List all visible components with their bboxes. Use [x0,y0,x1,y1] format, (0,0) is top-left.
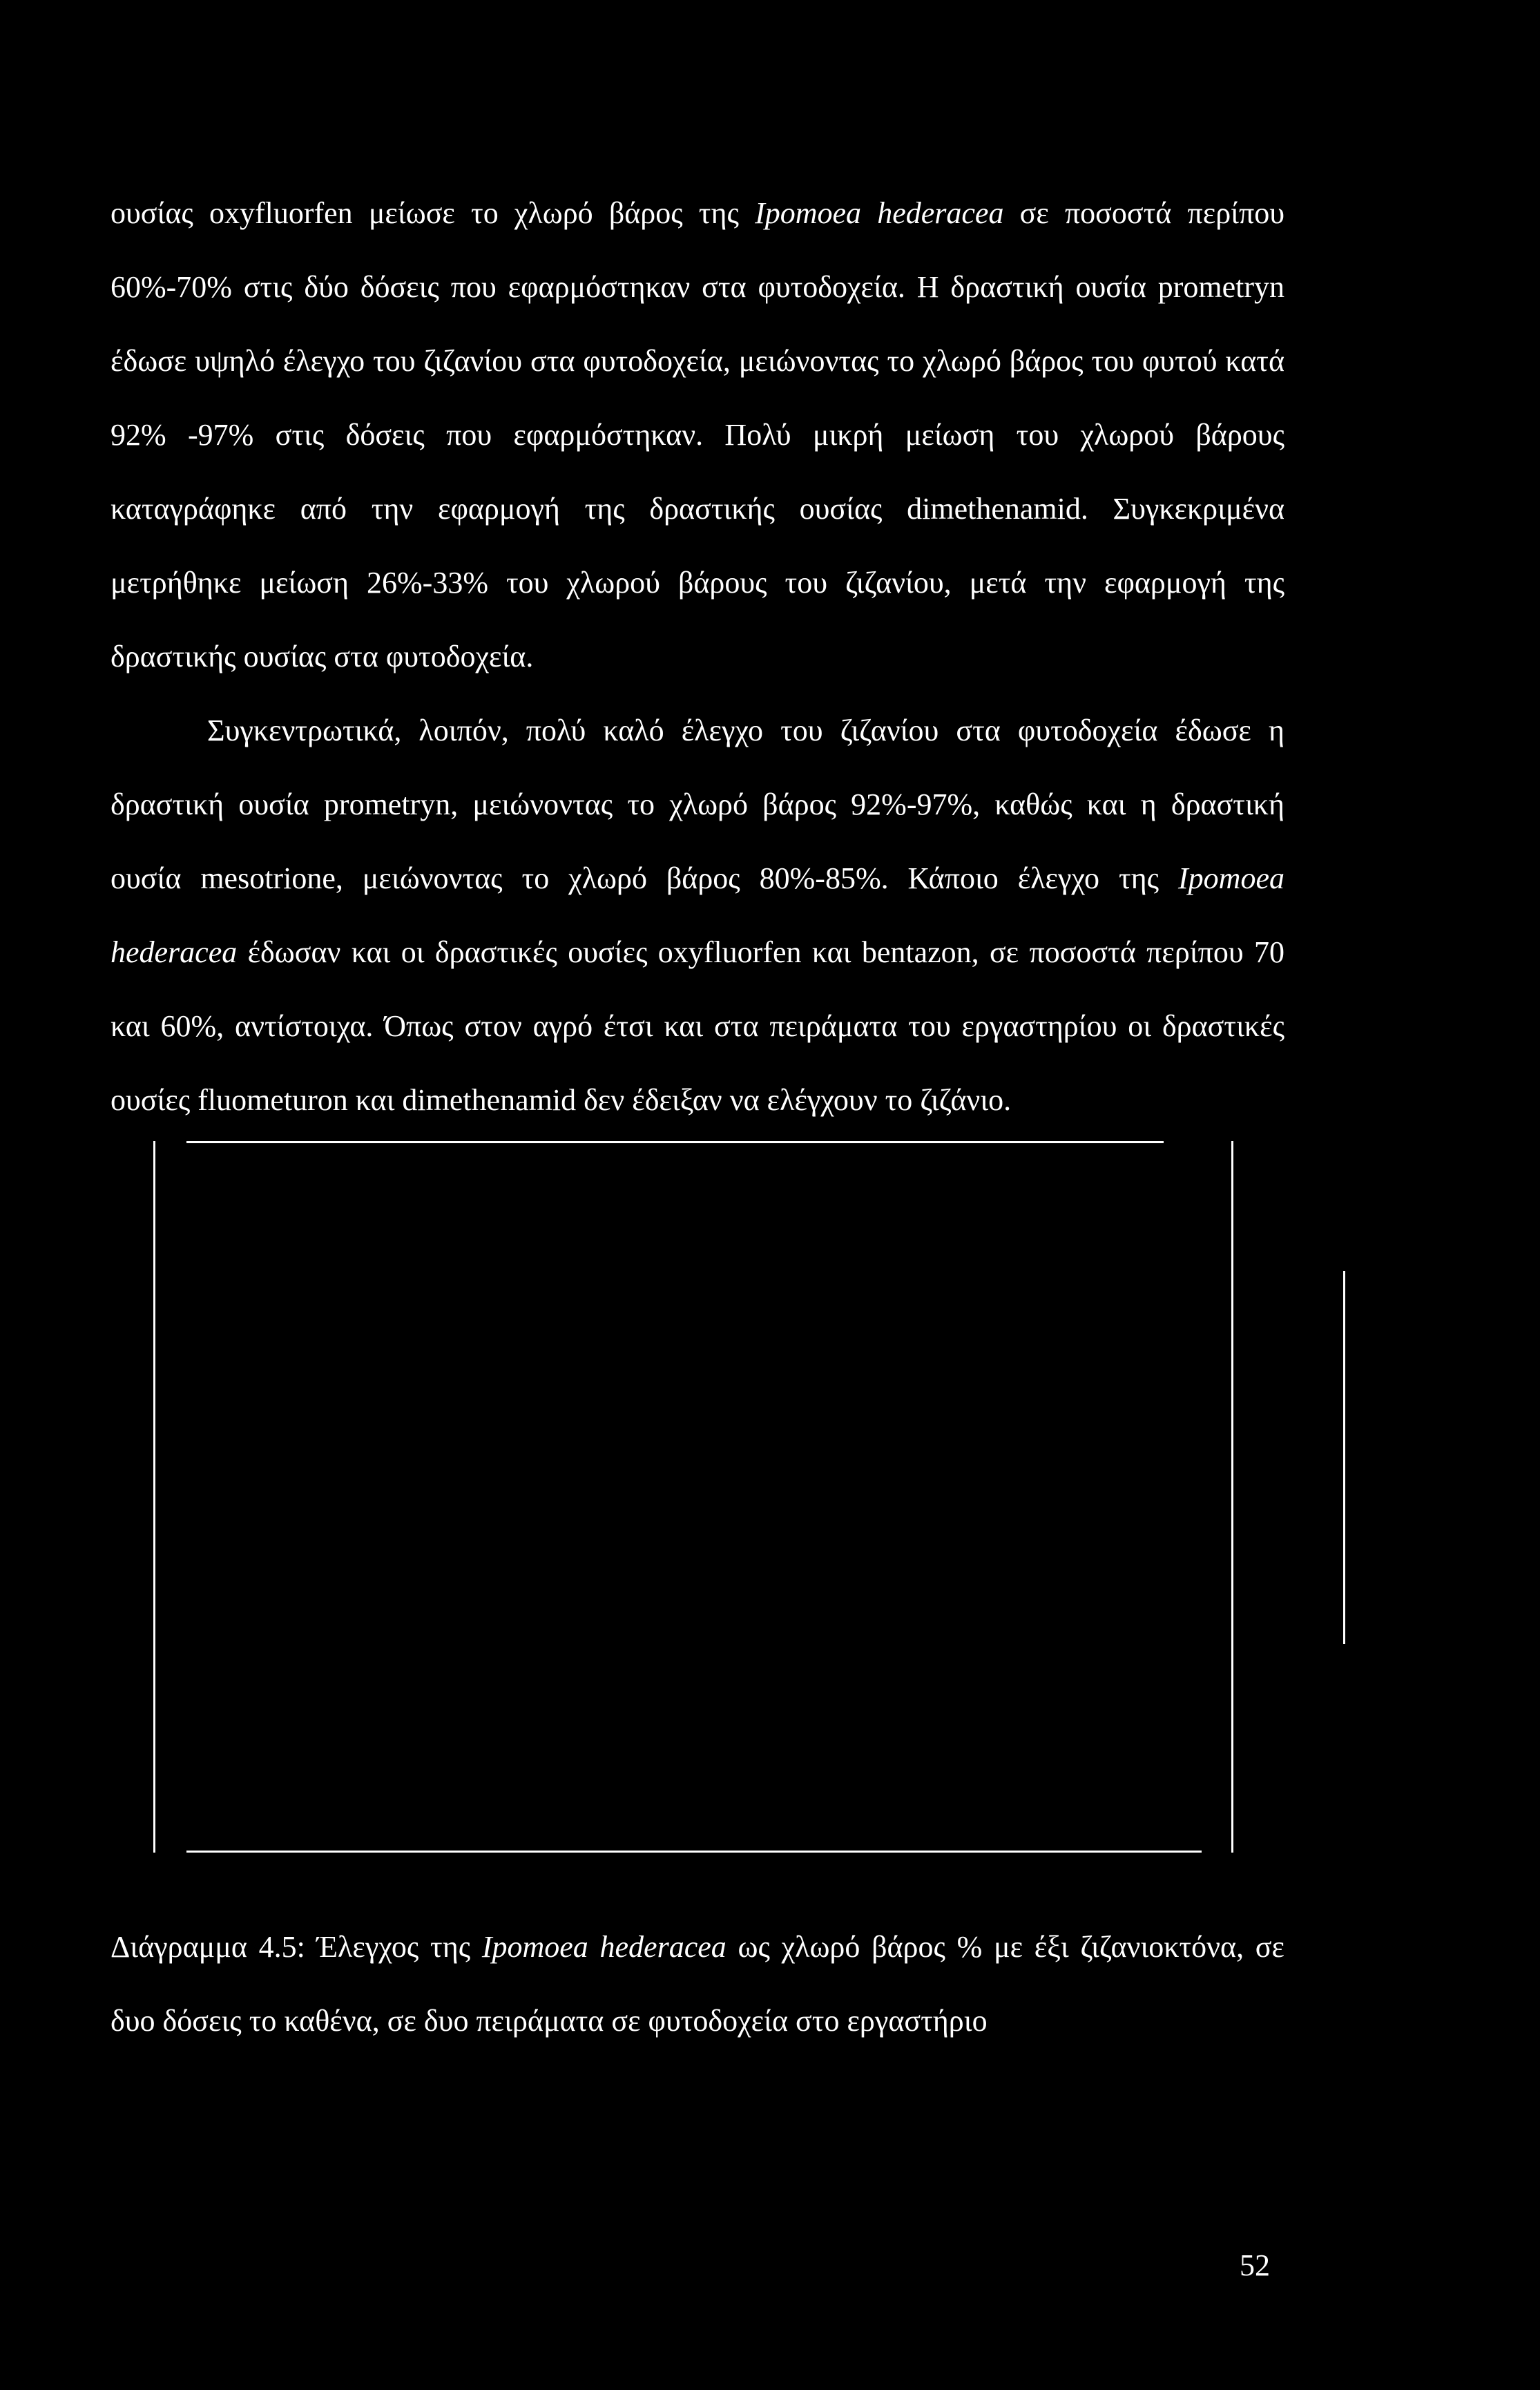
figure-top-rule [186,1141,1164,1143]
species-name: Ipomoea hederacea [481,1930,726,1964]
species-name: Ipomoea hederacea [755,196,1004,230]
caption-text [110,1910,1284,2058]
text-run: έδωσαν και οι δραστικές ουσίες oxyfluorfen και bentazon, σε ποσοστά περίπου 70 και 60%, αντίστοιχα. Όπως στον αγρό έτσι και στα πειράματα του εργαστηρίου οι δραστικές ουσίες fluometuron και dimethenamid δεν έδειξαν να ελέγχουν το ζιζάνιο. [110,935,1284,1117]
paragraph-continuation [110,176,1284,694]
text-run: ως χλωρό βάρος % με έξι ζιζανιοκτόνα, σε δυο δόσεις το καθένα, σε δυο πειράματα σε φυτοδοχεία στο εργαστήριο [110,1930,1284,2038]
page-number: 52 [1240,2248,1270,2282]
text-run: Διάγραμμα 4.5: Έλεγχος της [110,1930,482,1964]
body-text [110,176,1284,1137]
figure-bottom-rule [186,1851,1202,1853]
text-run: ουσίας oxyfluorfen μείωσε το χλωρό βάρος της [110,196,755,230]
figure-axis-line [1343,1271,1345,1644]
text-run: σε ποσοστά περίπου 60%-70% στις δύο δόσεις που εφαρμόστηκαν στα φυτοδοχεία. Η δραστική ουσία prometryn έδωσε υψηλό έλεγχο του ζιζανίου στα φυτοδοχεία, μειώνοντας το χλωρό βάρος του φυτού κατά 92% -97% στις δόσεις που εφαρμόστηκαν. Πολύ μικρή μείωση του χλωρού βάρους καταγράφηκε από την εφαρμογή της δραστικής ουσίας dimethenamid. Συγκεκριμένα μετρήθηκε μείωση 26%-33% του χλωρού βάρους του ζιζανίου, μετά την εφαρμογή της δραστικής ουσίας στα φυτοδοχεία. [110,196,1284,673]
figure-frame [153,1141,1233,1853]
species-name: Ipomoea hederacea [110,861,1284,969]
text-run: Συγκεντρωτικά, λοιπόν, πολύ καλό έλεγχο του ζιζανίου στα φυτοδοχεία έδωσε η δραστική ουσία prometryn, μειώνοντας το χλωρό βάρος 92%-97%, καθώς και η δραστική ουσία mesotrione, μειώνοντας το χλωρό βάρος 80%-85%. Κάποιο έλεγχο της [110,714,1284,895]
paragraph-summary [110,694,1284,1137]
figure-caption [110,1910,1284,2058]
